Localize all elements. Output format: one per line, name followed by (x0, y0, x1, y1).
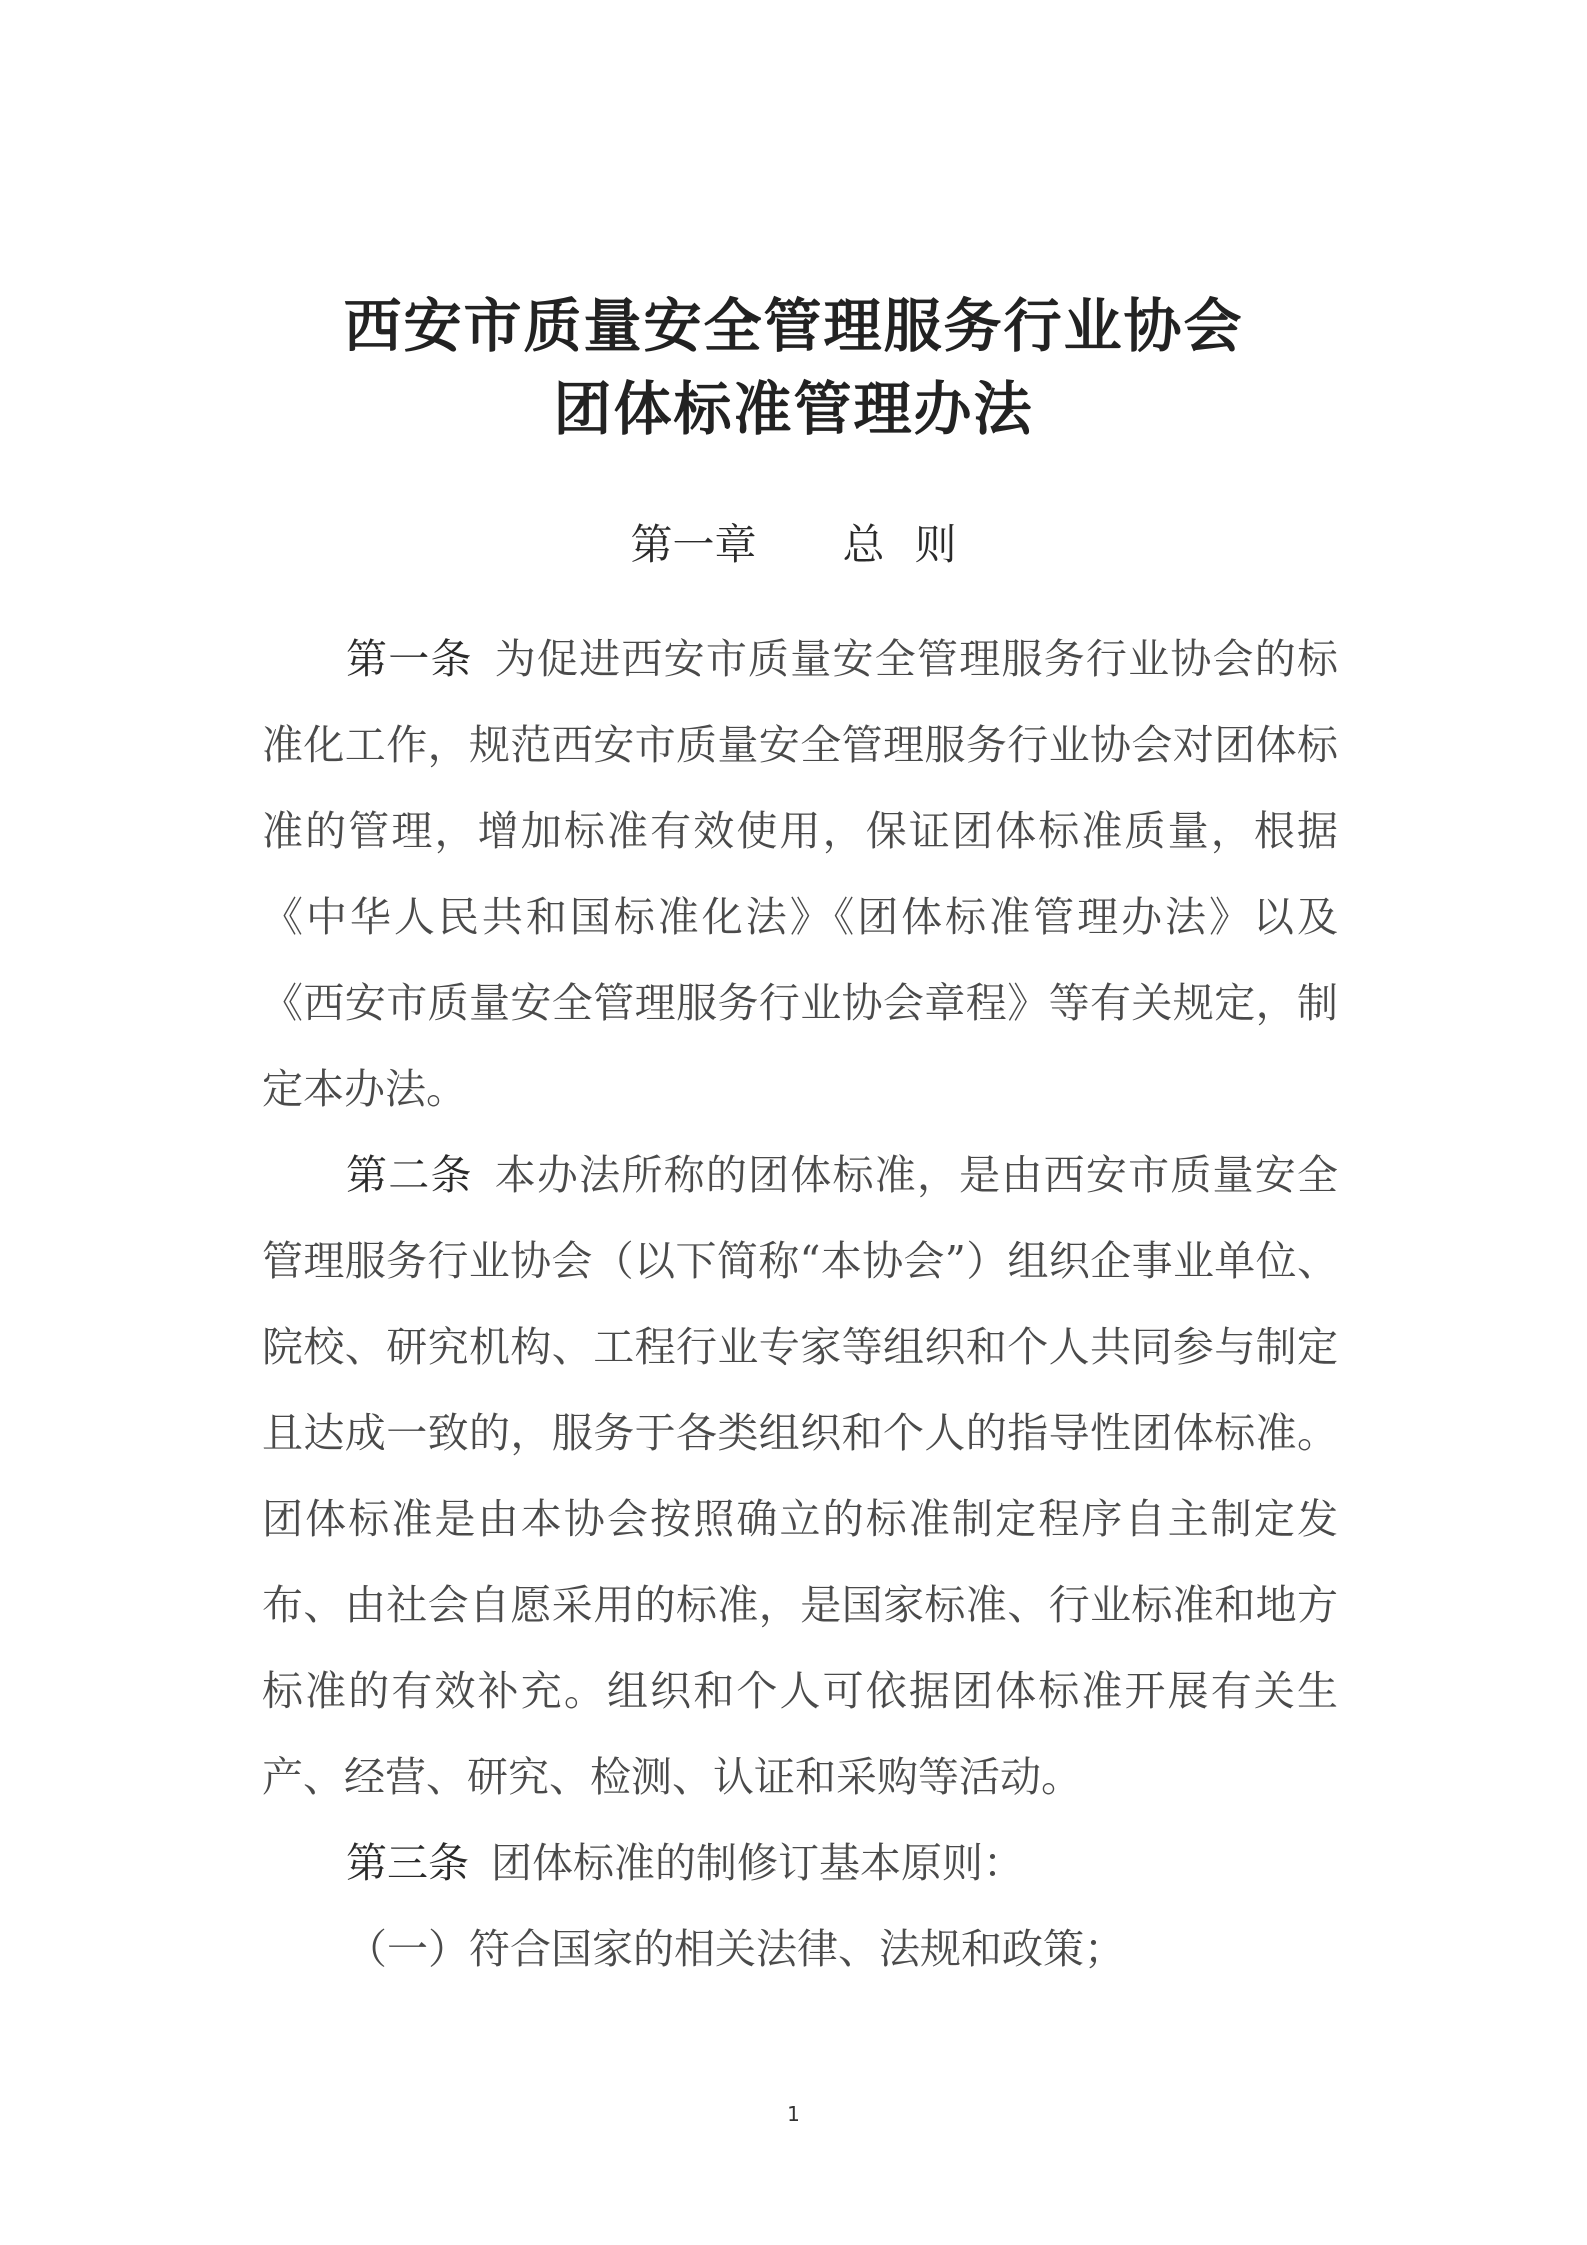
chapter-number: 第一章 (630, 520, 757, 569)
article-1 (262, 616, 1338, 1132)
chapter-name-part-1: 总 (842, 520, 885, 569)
page-number: 1 (787, 2102, 800, 2126)
chapter-name-part-2: 则 (914, 520, 957, 569)
article-label: 第二条 (346, 1151, 473, 1199)
list-item: （一）符合国家的相关法律、法规和政策； (346, 1925, 1125, 1973)
chapter-heading (0, 510, 1587, 580)
article-text: 团体标准的制修订基本原则： (491, 1839, 1024, 1887)
article-label: 第三条 (346, 1839, 469, 1887)
document-title-line-1: 西安市质量安全管理服务行业协会 (343, 292, 1244, 360)
article-label: 第一条 (346, 635, 473, 683)
article-2 (262, 1132, 1338, 1820)
article-text: 本办法所称的团体标准，是由西安市质量安全管理服务行业协会（以下简称“本协会”）组织企事业单位、院校、研究机构、工程行业专家等组织和个人共同参与制定且达成一致的，服务于各类组织和个人的指导性团体标准。团体标准是由本协会按照确立的标准制定程序自主制定发布、由社会自愿采用的标准，是国家标准、行业标准和地方标准的有效补充。组织和个人可依据团体标准开展有关生产、经营、研究、检测、认证和采购等活动。 (262, 1151, 1339, 1801)
article-3 (262, 1820, 1338, 1906)
article-text: 为促进西安市质量安全管理服务行业协会的标准化工作，规范西安市质量安全管理服务行业协会对团体标准的管理，增加标准有效使用，保证团体标准质量，根据《中华人民共和国标准化法》《团体标准管理办法》以及《西安市质量安全管理服务行业协会章程》等有关规定，制定本办法。 (262, 635, 1339, 1113)
document-body (262, 616, 1338, 1992)
document-title-line-2: 团体标准管理办法 (553, 375, 1034, 443)
